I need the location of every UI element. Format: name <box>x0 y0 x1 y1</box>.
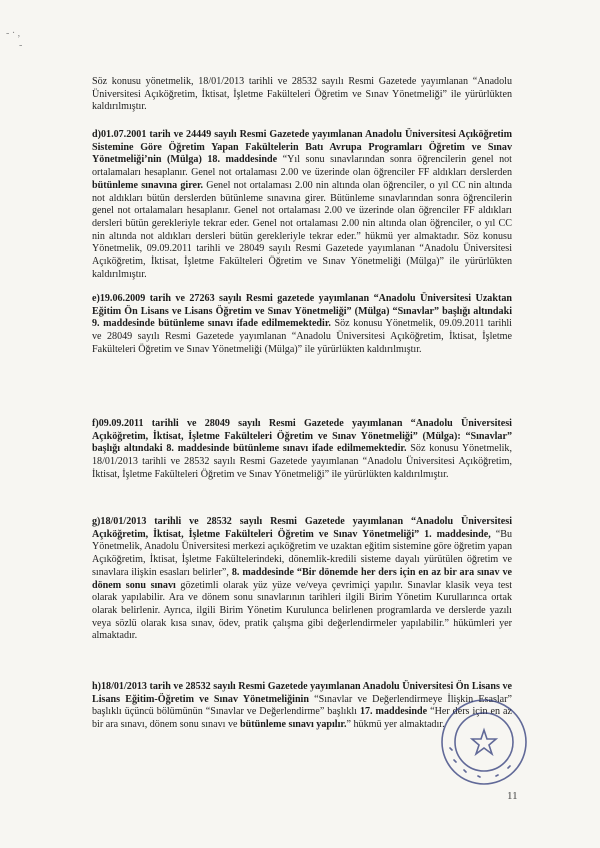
paragraph-g-text-2: gözetimli olarak yüz yüze ve/veya çevrimiçi yapılır. Sınavlar klasik veya test olarak yapılabilir. Ara ve dönem sonu sınavlarının tarihleri ilgili Birim Yönetim Kurullarınca ortak olarak belirlenir. Ayrıca, ilgili Birim Yönetim Kurulunca belirlenen programlarda ve derslerde yazılı veya sözlü olarak kısa sınav, ödev, pratik çalışma gibi değerlendirmeler yapılabilir.” hükümleri yer almaktadır. <box>92 579 513 642</box>
page-number: 11 <box>507 790 518 802</box>
intro-text: Söz konusu yönetmelik, 18/01/2013 tarihli ve 28532 sayılı Resmi Gazetede yayımlanan “Anadolu Üniversitesi Açıköğretim, İktisat, İşletme Fakülteleri Öğretim ve Sınav Yönetmeliği” ile yürürlükten kaldırılmıştır. <box>92 76 512 113</box>
paragraph-h-heading: h)18/01/2013 tarih ve 28532 sayılı Resmi Gazetede yayımlanan Anadolu Üniversitesi Ön Lisans ve Lisans Eğitim-Öğretim ve Sınav Yönetmeliğinin <box>92 681 512 705</box>
paragraph-h-text-2: “Her ders için en az bir ara sınavı, dönem sonu sınavı ve <box>92 706 512 731</box>
scan-corner-mark-2: - <box>19 40 23 51</box>
paragraph-g-emphasis: 8. maddesinde “Bir dönemde her ders için en az bir ara sınav ve dönem sonu sınavı <box>92 566 512 591</box>
paragraph-f-heading: f)09.09.2011 tarihli ve 28049 sayılı Resmi Gazetede yayımlanan “Anadolu Üniversitesi Açıköğretim, İktisat, İşletme Fakülteleri Öğretim ve Sınav Yönetmeliği” (Mülga): “Sınavlar” başlığı altındaki 8. maddesinde bütünleme sınavı ifade edilmemektedir. <box>92 418 512 455</box>
paragraph-h-text-3: ” hükmü yer almaktadır. <box>346 719 445 731</box>
paragraph-e <box>92 293 512 357</box>
paragraph-h-emphasis-2: bütünleme sınavı yapılır. <box>240 719 347 731</box>
paragraph-d-emphasis: bütünleme sınavına girer. <box>92 179 204 191</box>
paragraph-e-text-1: Söz konusu Yönetmelik, 09.09.2011 tarihli ve 28049 sayılı Resmi Gazetede yayımlanan “Anadolu Üniversitesi Açıköğretim, İktisat, İşletme Fakülteleri Öğretim ve Sınav Yönetmeliği (Mülga)” ile yürürlükten kaldırılmıştır. <box>92 318 512 355</box>
paragraph-g-heading: g)18/01/2013 tarihli ve 28532 sayılı Resmi Gazetede yayımlanan “Anadolu Üniversitesi Açıköğretim, İktisat, İşletme Fakülteleri Öğretim ve Sınav Yönetmeliği” 1. maddesinde, <box>92 516 512 540</box>
paragraph-h-text-1: “Sınavlar ve Değerlendirmeye İlişkin Esaslar” başlıklı üçüncü bölümünün “Sınavlar ve Değerlendirme” başlıklı <box>92 693 512 718</box>
paragraph-d-text-2: Genel not ortalaması 2.00 nin altında olan öğrenciler, o yıl CC nin altında not aldıkları bütün derslerden bütünleme sınavına girer. Bütünleme sınavlarından sonra öğrencilerin genel not ortalamaları hesaplanır. Genel not ortalaması 2.00 ve üzerinde olan öğrenciler FF aldıkları dersleri bütün gerekleriyle tekrar eder. Genel not ortalaması 2.00 nin altında olan öğrenciler, o yıl CC nin altında not aldıkları dersleri bütün gerekleriyle tekrar eder.” hükmü yer almaktadır. Söz konusu Yönetmelik, 09.09.2011 tarihli ve 28049 sayılı Resmi Gazetede yayımlanan “Anadolu Üniversitesi Açıköğretim, İktisat, İşletme Fakülteleri Öğretim ve Sınav Yönetmeliği (Mülga)” ile yürürlükten kaldırılmıştır. <box>92 179 512 280</box>
paragraph-h-emphasis-1: 17. maddesinde <box>359 706 428 718</box>
official-seal-stamp <box>438 696 530 788</box>
paragraph-e-heading: e)19.06.2009 tarih ve 27263 sayılı Resmi gazetede yayımlanan “Anadolu Üniversitesi Uzaktan Eğitim Ön Lisans ve Lisans Öğretim ve Sınav Yönetmeliği” (Mülga) “Sınavlar” başlığı altındaki 9. maddesinde bütünleme sınavı ifade edilmemektedir. <box>92 293 512 330</box>
paragraph-f <box>92 418 512 482</box>
intro-paragraph <box>92 76 512 114</box>
paragraph-f-text-1: Söz konusu Yönetmelik, 18/01/2013 tarihli ve 28532 sayılı Resmi Gazetede yayımlanan “Anadolu Üniversitesi Açıköğretim, İktisat, İşletme Fakülteleri Öğretim ve Sınav Yönetmeliği” ile yürürlükten kaldırılmıştır. <box>92 443 513 480</box>
paragraph-g-text-1: “Bu Yönetmelik, Anadolu Üniversitesi merkezi açıköğretim ve uzaktan eğitim sistemine göre öğretim yapan Açıköğretim, İktisat, İşletme Fakültelerindeki, dönemlik-kredili sisteme dayalı yürütülen öğretim ve sınavlara ilişkin esasları belirler”, <box>92 528 512 578</box>
paragraph-g <box>92 516 512 643</box>
scan-corner-mark: - · , <box>6 28 21 39</box>
paragraph-d-text-1: “Yıl sonu sınavlarından sonra öğrencilerin genel not ortalamaları hesaplanır. Genel not ortalaması 2.00 ve üzerinde olan öğrenciler FF aldıkları derslerden <box>92 154 512 179</box>
paragraph-d <box>92 129 512 281</box>
paragraph-d-heading: d)01.07.2001 tarih ve 24449 sayılı Resmi Gazetede yayımlanan Anadolu Üniversitesi Açıköğretim Sistemine Göre Öğretim Yapan Fakültelerin Batı Avrupa Programları Öğretim ve Sınav Yönetmeliği’nin (Mülga) 18. maddesinde <box>92 129 512 166</box>
